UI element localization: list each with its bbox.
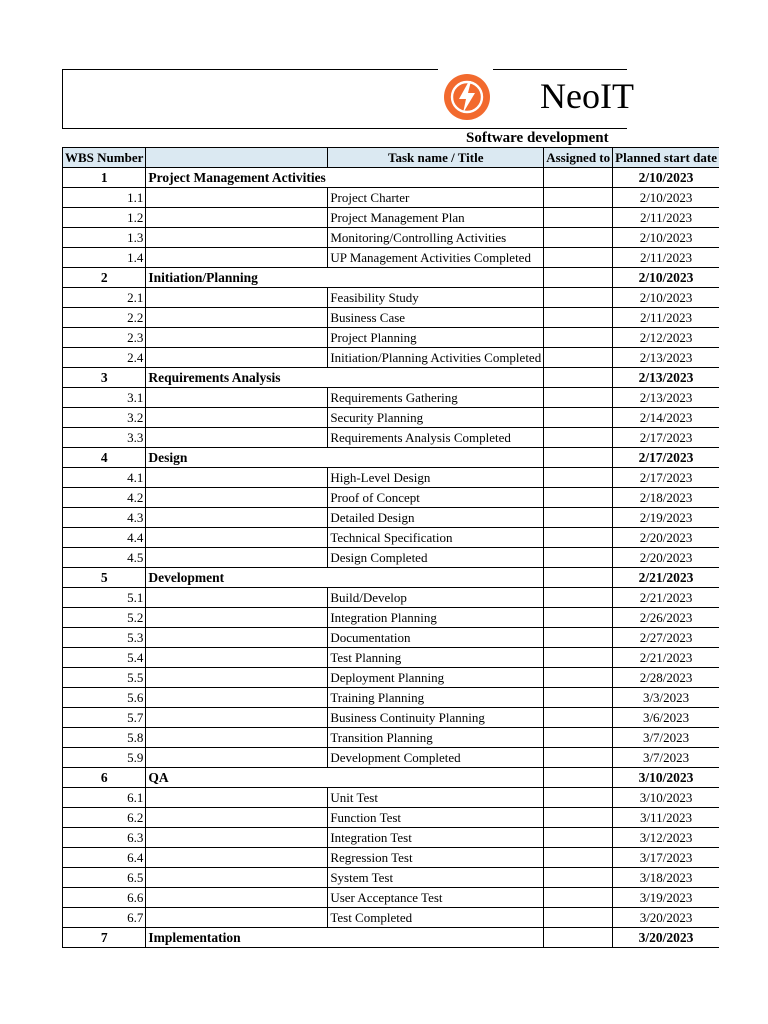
- group-row: [63, 168, 719, 188]
- start-date-cell: 3/19/2023: [613, 888, 719, 908]
- table-row: [63, 468, 719, 488]
- task-name-cell: Regression Test: [328, 848, 544, 868]
- task-name-cell: Documentation: [328, 628, 544, 648]
- assigned-to-cell: [544, 228, 613, 248]
- start-date-cell: 3/10/2023: [613, 768, 719, 788]
- wbs-number-cell: 6.6: [63, 888, 146, 908]
- lightning-bolt-logo-icon: [442, 72, 492, 122]
- group-row: [63, 448, 719, 468]
- task-name-cell: User Acceptance Test: [328, 888, 544, 908]
- start-date-cell: 3/10/2023: [613, 788, 719, 808]
- assigned-to-cell: [544, 668, 613, 688]
- task-name-cell: Test Planning: [328, 648, 544, 668]
- assigned-to-cell: [544, 428, 613, 448]
- wbs-number-cell: 7: [63, 928, 146, 948]
- wbs-number-cell: 5.4: [63, 648, 146, 668]
- blank-cell: [146, 808, 328, 828]
- start-date-cell: 2/11/2023: [613, 208, 719, 228]
- assigned-to-cell: [544, 188, 613, 208]
- task-name-cell: Test Completed: [328, 908, 544, 928]
- blank-cell: [146, 488, 328, 508]
- blank-cell: [146, 648, 328, 668]
- task-name-cell: Monitoring/Controlling Activities: [328, 228, 544, 248]
- wbs-number-cell: 6: [63, 768, 146, 788]
- wbs-number-cell: 5.2: [63, 608, 146, 628]
- task-name-cell: [328, 768, 544, 788]
- group-row: [63, 568, 719, 588]
- blank-cell: Development: [146, 568, 328, 588]
- wbs-number-cell: 5.6: [63, 688, 146, 708]
- assigned-to-cell: [544, 348, 613, 368]
- blank-cell: [146, 468, 328, 488]
- blank-cell: [146, 848, 328, 868]
- table-row: [63, 388, 719, 408]
- blank-cell: [146, 788, 328, 808]
- wbs-number-cell: 1: [63, 168, 146, 188]
- task-name-cell: Detailed Design: [328, 508, 544, 528]
- table-row: [63, 328, 719, 348]
- task-name-cell: [328, 568, 544, 588]
- wbs-number-cell: 2: [63, 268, 146, 288]
- table-row: [63, 428, 719, 448]
- start-date-cell: 3/12/2023: [613, 828, 719, 848]
- wbs-number-cell: 4.4: [63, 528, 146, 548]
- wbs-number-cell: 5.7: [63, 708, 146, 728]
- table-row: [63, 508, 719, 528]
- task-name-cell: Project Management Plan: [328, 208, 544, 228]
- start-date-cell: 2/21/2023: [613, 648, 719, 668]
- task-name-cell: [328, 168, 544, 188]
- wbs-number-cell: 1.4: [63, 248, 146, 268]
- table-row: [63, 408, 719, 428]
- blank-cell: [146, 528, 328, 548]
- table-row: [63, 788, 719, 808]
- table-row: [63, 208, 719, 228]
- column-header-row: [63, 148, 719, 168]
- start-date-cell: 2/21/2023: [613, 588, 719, 608]
- start-date-cell: 3/6/2023: [613, 708, 719, 728]
- start-date-cell: 2/19/2023: [613, 508, 719, 528]
- start-date-cell: 2/12/2023: [613, 328, 719, 348]
- start-date-cell: 2/20/2023: [613, 548, 719, 568]
- assigned-to-cell: [544, 608, 613, 628]
- task-name-cell: Development Completed: [328, 748, 544, 768]
- start-date-cell: 2/10/2023: [613, 168, 719, 188]
- start-date-cell: 3/3/2023: [613, 688, 719, 708]
- task-name-cell: Requirements Gathering: [328, 388, 544, 408]
- header-gap: [438, 67, 493, 71]
- task-name-cell: Training Planning: [328, 688, 544, 708]
- wbs-number-cell: 5.9: [63, 748, 146, 768]
- start-date-cell: 2/10/2023: [613, 228, 719, 248]
- assigned-to-cell: [544, 808, 613, 828]
- wbs-number-cell: 6.7: [63, 908, 146, 928]
- blank-cell: [146, 308, 328, 328]
- start-date-cell: 2/17/2023: [613, 468, 719, 488]
- assigned-to-cell: [544, 728, 613, 748]
- task-name-cell: Project Charter: [328, 188, 544, 208]
- blank-cell: Design: [146, 448, 328, 468]
- blank-cell: [146, 888, 328, 908]
- assigned-to-cell: [544, 508, 613, 528]
- blank-cell: Project Management Activities: [146, 168, 328, 188]
- start-date-cell: 2/13/2023: [613, 388, 719, 408]
- task-name-cell: Project Planning: [328, 328, 544, 348]
- start-date-cell: 2/18/2023: [613, 488, 719, 508]
- start-date-cell: 3/20/2023: [613, 908, 719, 928]
- task-name-cell: [328, 928, 544, 948]
- task-name-cell: Transition Planning: [328, 728, 544, 748]
- wbs-number-cell: 2.1: [63, 288, 146, 308]
- table-row: [63, 668, 719, 688]
- start-date-cell: 2/11/2023: [613, 308, 719, 328]
- column-header-start: Planned start date: [613, 148, 719, 168]
- blank-cell: [146, 668, 328, 688]
- start-date-cell: 2/26/2023: [613, 608, 719, 628]
- blank-cell: [146, 348, 328, 368]
- wbs-number-cell: 1.3: [63, 228, 146, 248]
- blank-cell: [146, 868, 328, 888]
- assigned-to-cell: [544, 868, 613, 888]
- task-name-cell: Requirements Analysis Completed: [328, 428, 544, 448]
- task-name-cell: [328, 368, 544, 388]
- wbs-number-cell: 6.2: [63, 808, 146, 828]
- assigned-to-cell: [544, 328, 613, 348]
- assigned-to-cell: [544, 888, 613, 908]
- task-name-cell: [328, 268, 544, 288]
- start-date-cell: 3/7/2023: [613, 748, 719, 768]
- task-name-cell: Security Planning: [328, 408, 544, 428]
- task-name-cell: Build/Develop: [328, 588, 544, 608]
- assigned-to-cell: [544, 648, 613, 668]
- start-date-cell: 3/18/2023: [613, 868, 719, 888]
- assigned-to-cell: [544, 628, 613, 648]
- task-name-cell: Design Completed: [328, 548, 544, 568]
- assigned-to-cell: [544, 388, 613, 408]
- assigned-to-cell: [544, 828, 613, 848]
- blank-cell: [146, 188, 328, 208]
- wbs-number-cell: 6.4: [63, 848, 146, 868]
- task-name-cell: UP Management Activities Completed: [328, 248, 544, 268]
- wbs-number-cell: 3.3: [63, 428, 146, 448]
- start-date-cell: 3/20/2023: [613, 928, 719, 948]
- start-date-cell: 2/14/2023: [613, 408, 719, 428]
- assigned-to-cell: [544, 848, 613, 868]
- wbs-number-cell: 2.4: [63, 348, 146, 368]
- task-name-cell: Technical Specification: [328, 528, 544, 548]
- table-row: [63, 608, 719, 628]
- group-row: [63, 368, 719, 388]
- assigned-to-cell: [544, 768, 613, 788]
- start-date-cell: 3/7/2023: [613, 728, 719, 748]
- wbs-number-cell: 4.1: [63, 468, 146, 488]
- group-row: [63, 768, 719, 788]
- wbs-number-cell: 2.3: [63, 328, 146, 348]
- start-date-cell: 2/13/2023: [613, 368, 719, 388]
- start-date-cell: 2/28/2023: [613, 668, 719, 688]
- sheet-subtitle: Software development: [466, 130, 609, 146]
- task-name-cell: Integration Test: [328, 828, 544, 848]
- start-date-cell: 3/17/2023: [613, 848, 719, 868]
- blank-cell: QA: [146, 768, 328, 788]
- table-row: [63, 728, 719, 748]
- wbs-number-cell: 3: [63, 368, 146, 388]
- wbs-number-cell: 5.3: [63, 628, 146, 648]
- table-row: [63, 308, 719, 328]
- start-date-cell: 2/17/2023: [613, 448, 719, 468]
- blank-cell: [146, 748, 328, 768]
- group-row: [63, 268, 719, 288]
- assigned-to-cell: [544, 448, 613, 468]
- task-name-cell: Proof of Concept: [328, 488, 544, 508]
- blank-cell: [146, 728, 328, 748]
- table-row: [63, 248, 719, 268]
- wbs-number-cell: 1.2: [63, 208, 146, 228]
- task-name-cell: Unit Test: [328, 788, 544, 808]
- wbs-number-cell: 4.3: [63, 508, 146, 528]
- assigned-to-cell: [544, 288, 613, 308]
- blank-cell: [146, 708, 328, 728]
- blank-cell: Initiation/Planning: [146, 268, 328, 288]
- assigned-to-cell: [544, 268, 613, 288]
- blank-cell: [146, 508, 328, 528]
- wbs-number-cell: 3.2: [63, 408, 146, 428]
- blank-cell: [146, 328, 328, 348]
- blank-cell: [146, 588, 328, 608]
- blank-cell: [146, 288, 328, 308]
- assigned-to-cell: [544, 368, 613, 388]
- table-row: [63, 548, 719, 568]
- table-row: [63, 528, 719, 548]
- table-row: [63, 228, 719, 248]
- assigned-to-cell: [544, 688, 613, 708]
- assigned-to-cell: [544, 488, 613, 508]
- assigned-to-cell: [544, 588, 613, 608]
- start-date-cell: 2/13/2023: [613, 348, 719, 368]
- table-row: [63, 648, 719, 668]
- assigned-to-cell: [544, 788, 613, 808]
- start-date-cell: 2/11/2023: [613, 248, 719, 268]
- start-date-cell: 3/11/2023: [613, 808, 719, 828]
- task-name-cell: Business Case: [328, 308, 544, 328]
- wbs-number-cell: 6.5: [63, 868, 146, 888]
- task-name-cell: [328, 448, 544, 468]
- blank-cell: [146, 828, 328, 848]
- table-row: [63, 488, 719, 508]
- table-row: [63, 828, 719, 848]
- table-row: [63, 808, 719, 828]
- assigned-to-cell: [544, 408, 613, 428]
- start-date-cell: 2/27/2023: [613, 628, 719, 648]
- task-name-cell: Initiation/Planning Activities Completed: [328, 348, 544, 368]
- assigned-to-cell: [544, 308, 613, 328]
- table-row: [63, 848, 719, 868]
- wbs-number-cell: 5.1: [63, 588, 146, 608]
- assigned-to-cell: [544, 908, 613, 928]
- wbs-number-cell: 3.1: [63, 388, 146, 408]
- group-row: [63, 928, 719, 948]
- start-date-cell: 2/17/2023: [613, 428, 719, 448]
- assigned-to-cell: [544, 248, 613, 268]
- table-row: [63, 588, 719, 608]
- start-date-cell: 2/10/2023: [613, 188, 719, 208]
- blank-cell: [146, 688, 328, 708]
- assigned-to-cell: [544, 568, 613, 588]
- wbs-table: [62, 147, 719, 948]
- task-name-cell: Integration Planning: [328, 608, 544, 628]
- assigned-to-cell: [544, 208, 613, 228]
- blank-cell: [146, 248, 328, 268]
- table-row: [63, 348, 719, 368]
- column-header-wbs: WBS Number: [63, 148, 146, 168]
- blank-cell: [146, 908, 328, 928]
- start-date-cell: 2/10/2023: [613, 268, 719, 288]
- table-row: [63, 908, 719, 928]
- spreadsheet: [62, 69, 717, 949]
- blank-cell: [146, 228, 328, 248]
- blank-cell: [146, 608, 328, 628]
- blank-cell: Implementation: [146, 928, 328, 948]
- start-date-cell: 2/20/2023: [613, 528, 719, 548]
- table-row: [63, 628, 719, 648]
- assigned-to-cell: [544, 468, 613, 488]
- table-row: [63, 708, 719, 728]
- table-row: [63, 748, 719, 768]
- blank-cell: [146, 208, 328, 228]
- assigned-to-cell: [544, 548, 613, 568]
- column-header-blank: [146, 148, 328, 168]
- company-name: NeoIT: [540, 76, 634, 116]
- table-row: [63, 888, 719, 908]
- wbs-number-cell: 4.5: [63, 548, 146, 568]
- assigned-to-cell: [544, 168, 613, 188]
- blank-cell: [146, 628, 328, 648]
- assigned-to-cell: [544, 708, 613, 728]
- assigned-to-cell: [544, 748, 613, 768]
- table-row: [63, 288, 719, 308]
- wbs-number-cell: 5: [63, 568, 146, 588]
- table-row: [63, 868, 719, 888]
- column-header-assigned: Assigned to: [544, 148, 613, 168]
- blank-cell: [146, 388, 328, 408]
- wbs-number-cell: 4: [63, 448, 146, 468]
- table-row: [63, 688, 719, 708]
- task-name-cell: Function Test: [328, 808, 544, 828]
- assigned-to-cell: [544, 928, 613, 948]
- blank-cell: [146, 548, 328, 568]
- task-name-cell: Deployment Planning: [328, 668, 544, 688]
- wbs-number-cell: 4.2: [63, 488, 146, 508]
- wbs-number-cell: 6.1: [63, 788, 146, 808]
- wbs-number-cell: 6.3: [63, 828, 146, 848]
- wbs-number-cell: 5.5: [63, 668, 146, 688]
- start-date-cell: 2/10/2023: [613, 288, 719, 308]
- table-row: [63, 188, 719, 208]
- task-name-cell: System Test: [328, 868, 544, 888]
- task-name-cell: Business Continuity Planning: [328, 708, 544, 728]
- wbs-number-cell: 5.8: [63, 728, 146, 748]
- blank-cell: [146, 408, 328, 428]
- wbs-number-cell: 1.1: [63, 188, 146, 208]
- wbs-number-cell: 2.2: [63, 308, 146, 328]
- task-name-cell: High-Level Design: [328, 468, 544, 488]
- column-header-task: Task name / Title: [328, 148, 544, 168]
- assigned-to-cell: [544, 528, 613, 548]
- blank-cell: Requirements Analysis: [146, 368, 328, 388]
- start-date-cell: 2/21/2023: [613, 568, 719, 588]
- blank-cell: [146, 428, 328, 448]
- task-name-cell: Feasibility Study: [328, 288, 544, 308]
